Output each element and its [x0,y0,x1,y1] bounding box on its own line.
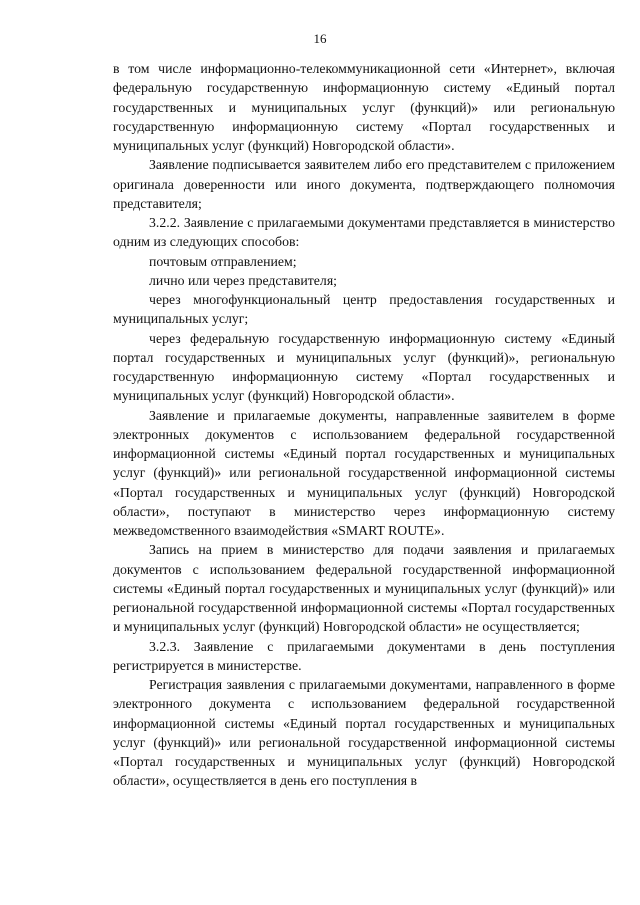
paragraph-electronic-submission: Заявление и прилагаемые документы, направленные заявителем в форме электронных документов с использованием федеральной государственной информационной системы «Единый портал государственных и муниципальных услуг (функций)» или региональной государственной информационной системы «Портал государственных и муниципальных услуг (функций) Новгородской области», поступают в министерство через информационную систему межведомственного взаимодействия «SMART ROUTE». [113,407,615,538]
method-item-in-person: лично или через представителя; [149,272,337,288]
paragraph-signature: Заявление подписывается заявителем либо его представителем с приложением оригинала доверенности или иного документа, подтверждающего полномочия представителя; [113,157,615,211]
paragraph-internet-continuation: в том числе информационно-телекоммуникационной сети «Интернет», включая федеральную государственную информационную систему «Единый портал государственных и муниципальных услуг (функций)» или региональную государственную информационную систему «Портал государственных и муниципальных услуг (функций) Новгородской области». [113,61,615,153]
paragraph-appointment: Запись на прием в министерство для подачи заявления и прилагаемых документов с использованием федеральной государственной информационной системы «Единый портал государственных и муниципальных услуг (функций)» или региональной государственной информационной системы «Портал государственных и муниципальных услуг (функций) Новгородской области» не осуществляется; [113,542,615,635]
paragraph-3-2-3: 3.2.3. Заявление с прилагаемыми документами в день поступления регистрируется в министерстве. [113,638,615,673]
method-item-portal: через федеральную государственную информационную систему «Единый портал государственных и муниципальных услуг (функций)», региональную государственную информационную систему «Портал государственных и муниципальных услуг (функций) Новгородской области». [113,330,615,404]
method-item-mfc: через многофункциональный центр предоставления государственных и муниципальных услуг; [113,292,615,327]
paragraph-registration: Регистрация заявления с прилагаемыми документами, направленного в форме электронного документа с использованием федеральной государственной информационной системы «Единый портал государственных и муниципальных услуг (функций)» или региональной государственной информационной системы «Портал государственных и муниципальных услуг (функций) Новгородской области», осуществляется в день его поступления в [113,677,615,789]
document-body [113,59,615,791]
paragraph-3-2-2: 3.2.2. Заявление с прилагаемыми документами представляется в министерство одним из следующих способов: [113,215,615,250]
method-item-post: почтовым отправлением; [149,253,297,269]
page-number: 16 [313,31,327,46]
